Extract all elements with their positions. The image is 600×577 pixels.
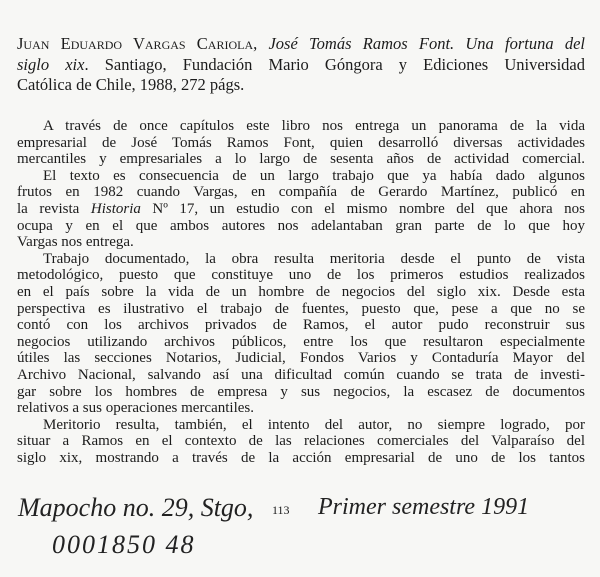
body-line: Vargas nos entrega. bbox=[17, 234, 134, 251]
bibliographic-citation bbox=[17, 34, 585, 96]
body-line: situar a Ramos en el contexto de las relaciones comerciales del Valparaíso del bbox=[17, 433, 585, 450]
body-line: siglo xix, mostrando a través de la acción empresarial de uno de los tantos bbox=[17, 449, 585, 466]
body-line: frutos en 1982 cuando Vargas, en compañía de Gerardo Martínez, publicó en bbox=[17, 184, 585, 201]
body-line: útiles las secciones Notarios, Judicial, Fondos Varios y Contaduría Mayor del bbox=[17, 350, 585, 367]
body-line: A través de once capítulos este libro nos entrega un panorama de la vida bbox=[43, 118, 585, 134]
review-body bbox=[17, 118, 585, 466]
body-line bbox=[17, 201, 585, 218]
body-line: ocupa y en el que ambos autores nos adelantaban gran parte de lo que hoy bbox=[17, 217, 585, 234]
body-line: perspectiva es ilustrativo el trabajo de fuentes, puesto que, pese a que no se bbox=[17, 300, 585, 317]
body-line: gar sobre los hombres de empresa y sus negocios, la escasez de documentos bbox=[17, 383, 585, 400]
citation-title: José Tomás Ramos Font. Una fortuna del bbox=[268, 34, 585, 53]
page-number: 113 bbox=[272, 503, 290, 517]
body-line: en el país sobre la vida de un hombre de negocios del siglo xix. Desde esta bbox=[17, 283, 585, 300]
body-line: negocios utilizando archivos públicos, entre los que resultaron especialmente bbox=[17, 333, 585, 350]
journal-title: Historia bbox=[90, 200, 141, 217]
citation-line-1: Juan Eduardo Vargas Cariola, José Tomás Ramos Font. Una fortuna del bbox=[17, 34, 585, 53]
citation-author: Juan Eduardo Vargas Cariola bbox=[17, 34, 254, 53]
citation-publisher: . Santiago, Fundación Mario Góngora y Ediciones Universidad bbox=[84, 54, 585, 74]
body-line: Meritorio resulta, también, el intento del autor, no siempre logrado, por bbox=[43, 416, 585, 433]
body-line: Archivo Nacional, salvando así una dificultad común cuando se trata de investi- bbox=[17, 366, 585, 383]
body-line: El texto es consecuencia de un largo trabajo que ya había dado algunos bbox=[43, 167, 585, 184]
citation-line-3: Católica de Chile, 1988, 272 págs. bbox=[17, 75, 245, 94]
citation-title-cont: siglo xix bbox=[17, 54, 85, 74]
body-line: mercantiles y empresariales a lo largo de sesenta años de actividad comercial. bbox=[17, 151, 585, 168]
body-line: Trabajo documentado, la obra resulta meritoria desde el punto de vista bbox=[43, 250, 585, 267]
body-line: contó con los archivos privados de Ramos, el autor pudo reconstruir sus bbox=[17, 317, 585, 334]
body-line: relativos a sus operaciones mercantiles. bbox=[17, 400, 254, 417]
body-line: metodológico, puesto que constituye uno de los primeros estudios realizados bbox=[17, 267, 585, 284]
body-line: empresarial de José Tomás Ramos Font, quien desarrolló diversas actividades bbox=[17, 134, 585, 151]
text-segment: la revista bbox=[17, 200, 91, 217]
citation-line-2 bbox=[17, 55, 585, 76]
handwritten-date: Primer semestre 1991 bbox=[318, 494, 530, 520]
handwritten-id: 0001850 48 bbox=[52, 530, 196, 559]
handwritten-source: Mapocho no. 29, Stgo, bbox=[18, 493, 254, 522]
text-segment: Nº 17, un estudio con el mismo nombre del que ahora nos bbox=[140, 200, 585, 217]
